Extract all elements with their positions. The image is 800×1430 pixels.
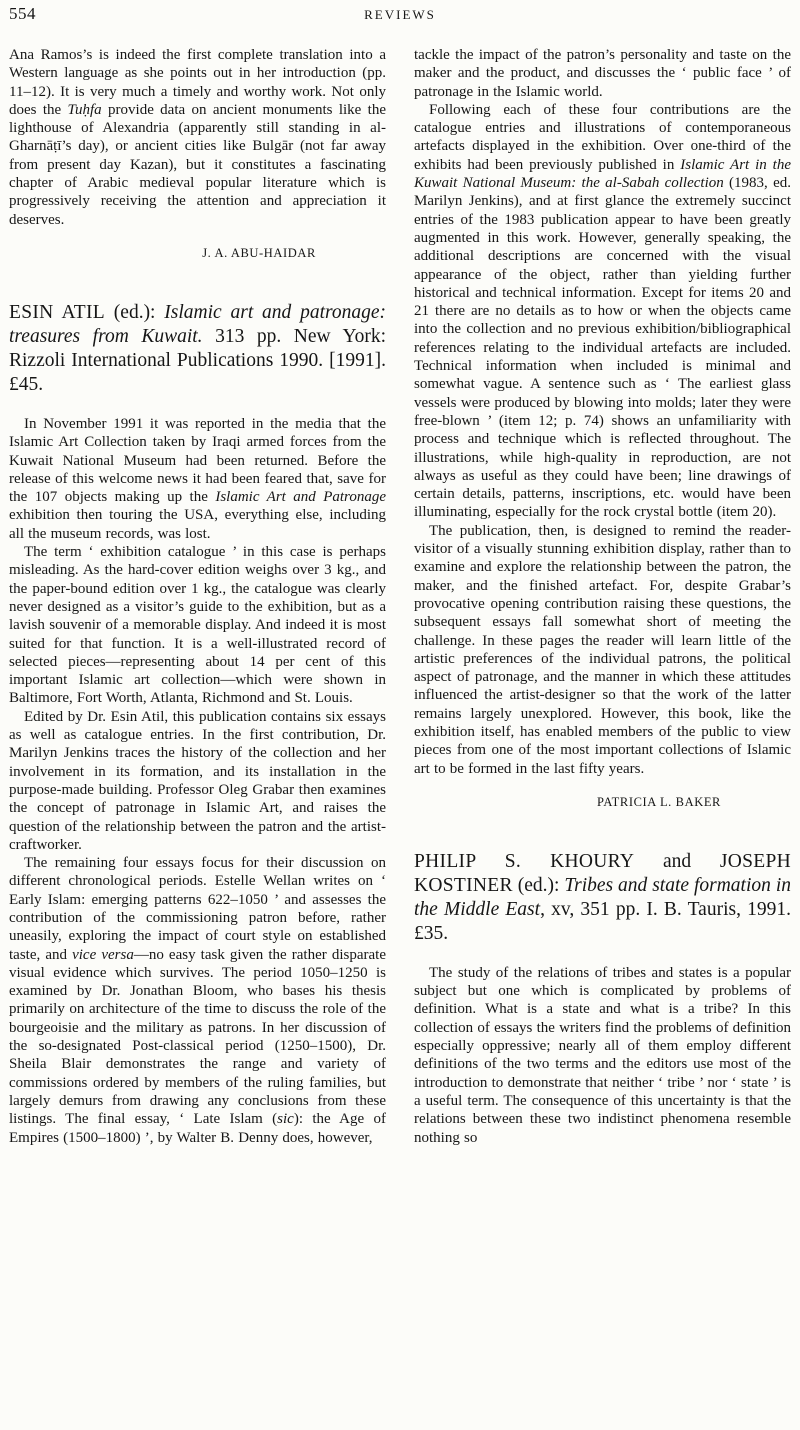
text-run: (ed.): — [105, 301, 165, 323]
paragraph-exhibition-catalogue — [9, 543, 386, 708]
paragraph-following-contributions — [414, 101, 791, 522]
text-run: (1983, ed. Marilyn Jenkins), and at first glance the extremely succinct entries of the 1983 publication appear to have been greatly augmented in this work. However, generally speaking, the additional descriptions are concerned with the visual appearance of the object, rather than yielding further historical and technical information. Except for items 20 and 21 there are no details as to how or when the objects came into the collection and no previous exhibition/bibliographical references relating to the individual artefacts are included. Technical information when included is minimal and somewhat vague. A sentence such as ‘ The earliest glass vessels were produced by blowing into molds; later they were free-blown ’ (item 12; p. 74) shows an unfamiliarity with process and technique which is reflected throughout. The illustrations, while high-quality in reproduction, are not always as useful as they could have been; line drawings of certain details, patterns, inscriptions, etc. would have been illuminating, especially for the rock crystal bottle (item 20). — [414, 175, 791, 521]
text-run: , xv, 351 pp. I. B. Tauris, 1991. £35. — [414, 898, 791, 944]
italic-run-book-title: Tuḥfa — [67, 101, 102, 118]
left-column — [9, 46, 386, 1147]
text-run: Following each of these four contributions are the catalogue entries and illustrations of contemporaneous artefacts displayed in the exhibition. Over one-third of the exhibits had been previously published in — [414, 101, 791, 173]
text-run: 313 pp. New York: Rizzoli International Publications 1990. [1991]. £45. — [9, 325, 386, 395]
text-run: The publication, then, is designed to remind the reader-visitor of a visually stunning exhibition display, rather than to examine and explore the relationship between the patron, the maker, and the finished artefact. For, despite Grabar’s provocative opening contribution raising these questions, the subsequent essays fall somewhat short of meeting the challenge. In these pages the reader will learn little of the artistic preferences of the individual patrons, the political aspect of patronage, and the manner in which these attitudes influenced the artist-designer so that the work of the latter remains largely unexplored. However, this book, like the exhibition itself, has enabled members of the public to view pieces from one of the most important collections of Islamic art to be formed in the last fifty years. — [414, 522, 791, 777]
text-run: Ana Ramos’s is indeed the first complete translation into a Western language as she points out in her introduction (pp. 11–12). It is very much a timely and worthy work. Not only does the — [9, 47, 386, 118]
reviewer-signature-abu-haidar: J. A. ABU-HAIDAR — [202, 245, 316, 260]
author-name-khoury: PHILIP S. KHOURY — [414, 850, 635, 872]
review-heading-atil — [9, 301, 386, 397]
review-heading-khoury-kostiner — [414, 850, 791, 946]
paragraph-november-1991 — [9, 415, 386, 543]
text-run: ): the Age of Empires (1500–1800) ’, by Walter B. Denny does, however, — [9, 1111, 386, 1146]
running-head: REVIEWS — [364, 7, 436, 22]
reviewer-signature-baker: PATRICIA L. BAKER — [597, 794, 721, 809]
text-run: The term ‘ exhibition catalogue ’ in this case is perhaps misleading. As the hard-cover edition weighs over 3 kg., and the paper-bound edition over 1 kg., the catalogue was clearly never designed as a visitor’s guide to the exhibition, but as a lavish souvenir of a memorable display. And indeed it is most suited for that function. It is a well-illustrated record of selected pieces—representing about 14 per cent of this important Islamic art collection—which were shown in Baltimore, Fort Worth, Atlanta, Richmond and St. Louis. — [9, 544, 386, 707]
italic-run-exhibition-title: Islamic Art and Patronage — [215, 489, 386, 506]
text-run: In November 1991 it was reported in the media that the Islamic Art Collection taken by Iraqi armed forces from the Kuwait National Museum had been returned. Before the release of this welcome news it had been feared that, save for the 107 objects making up the — [9, 415, 386, 506]
italic-run-book-title: Islamic art and patronage: treasures from Kuwait. — [9, 301, 387, 347]
italic-run-vice-versa: vice versa — [72, 946, 134, 963]
author-name-atil: ESIN ATIL — [9, 301, 105, 323]
text-run: exhibition then touring the USA, everything else, including all the museum records, was lost. — [9, 507, 386, 542]
right-column — [414, 46, 791, 1147]
paragraph-ana-ramos — [9, 46, 386, 229]
text-run: (ed.): — [512, 874, 565, 896]
italic-run-book-title: Islamic Art in the Kuwait National Museum: the al-Sabah collection — [414, 156, 791, 192]
text-run: Edited by Dr. Esin Atil, this publication contains six essays as well as catalogue entries. In the first contribution, Dr. Marilyn Jenkins traces the history of the collection and her involvement in its formation, and its installation in the purpose-made building. Professor Oleg Grabar then examines the concept of patronage in Islamic Art, and raises the question of the relationship between the patron and the artist-craftworker. — [9, 708, 386, 853]
paragraph-edited-by — [9, 708, 386, 854]
text-run: tackle the impact of the patron’s personality and taste on the maker and the product, and discusses the ‘ public face ’ of patronage in the Islamic world. — [414, 47, 791, 100]
text-run: provide data on ancient monuments like the lighthouse of Alexandria (apparently still standing in al-Gharnāṭī’s day), or ancient cities like Bulgār (not far away from present day Kazan), but it constitutes a fascinating chapter of Arabic medieval popular literature which is progressively receiving the attention and appreciation it deserves. — [9, 101, 386, 228]
paragraph-remaining-essays — [9, 854, 386, 1147]
text-run: The study of the relations of tribes and states is a popular subject but one which is complicated by problems of definition. What is a state and what is a tribe? In this collection of essays the writers find the problems of definition especially oppressive; nearly all of them employ different definitions of the two terms and the editors use most of the introduction to demonstrate that neither ‘ tribe ’ nor ‘ state ’ is a useful term. The consequence of this uncertainty is that the relations between these two indistinct phenomena resemble nothing so — [414, 964, 791, 1146]
italic-run-book-title: Tribes and state formation in the Middle East — [414, 874, 791, 920]
italic-run-sic: sic — [277, 1111, 294, 1128]
two-column-layout — [9, 46, 791, 1147]
page-number: 554 — [9, 4, 36, 23]
text-run: and — [634, 850, 720, 872]
page-header — [9, 4, 791, 30]
paragraph-publication-designed — [414, 522, 791, 778]
text-run: The remaining four essays focus for their discussion on different chronological periods. Estelle Wellan writes on ‘ Early Islam: emerging patterns 622–1050 ’ and assesses the contribution of the commissioning patron before, rather uneasily, exploring the impact of court style on established taste, and — [9, 855, 386, 963]
text-run: —no easy task given the rather disparate visual evidence which survives. The period 1050–1250 is examined by Dr. Jonathan Bloom, who bases his thesis primarily on architecture of the time to discuss the role of the bourgeoisie and the military as patrons. In her discussion of the so-designated Post-classical period (1250–1500), Dr. Sheila Blair demonstrates the range and variety of commissions ordered by members of the ruling families, but largely demurs from drawing any conclusions from these listings. The final essay, ‘ Late Islam ( — [9, 946, 386, 1128]
author-name-kostiner: JOSEPH KOSTINER — [414, 850, 791, 896]
paragraph-study-of-tribes — [414, 964, 791, 1147]
paragraph-tackle-impact — [414, 46, 791, 101]
